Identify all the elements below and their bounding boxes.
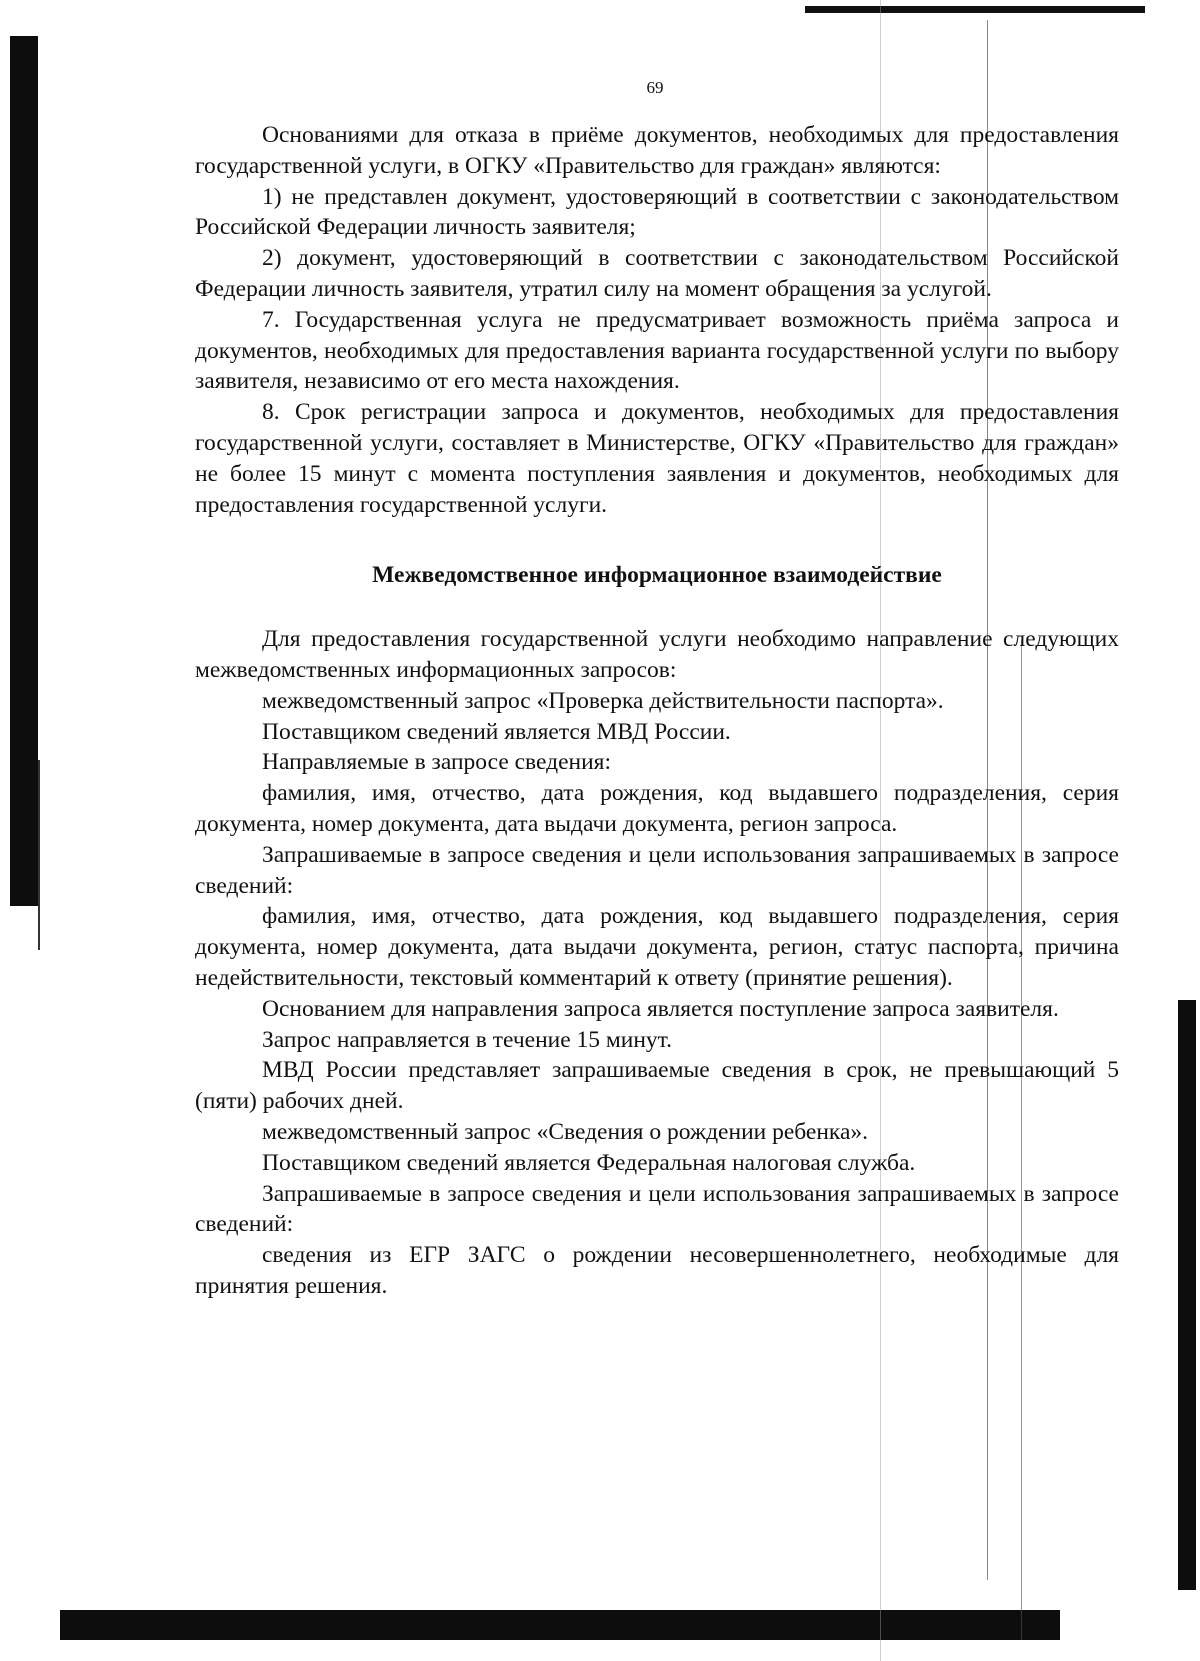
paragraph: Поставщиком сведений является МВД России. [262,718,731,745]
paragraph: сведения из ЕГР ЗАГС о рождении несовершеннолетнего, необходимые для принятия решения. [195,1242,1119,1299]
page-number: 69 [646,78,664,97]
paragraph: 8. Срок регистрации запроса и документов, необходимых для предоставления государственной услуги, составляет в Министерстве, ОГКУ «Правительство для граждан» не более 15 минут с момента поступления заявления и документов, необходимых для предоставления государственной услуги. [195,399,1119,518]
paragraph: Направляемые в запросе сведения: [262,749,612,776]
section-heading: Межведомственное информационное взаимодействие [372,562,942,589]
paragraph: 1) не представлен документ, удостоверяющий в соответствии с законодательством Российской Федерации личность заявителя; [195,183,1119,241]
paragraph: Основанием для направления запроса является поступление запроса заявителя. [262,995,1059,1022]
scan-artifact-bottom-bar [60,1610,1060,1640]
scan-artifact-left-line [38,760,40,950]
paragraph: фамилия, имя, отчество, дата рождения, код выдавшего подразделения, серия документа, номер документа, дата выдачи документа, регион запроса. [195,780,1119,837]
document-body [195,120,1119,1302]
paragraph: Для предоставления государственной услуги необходимо направление следующих межведомственных информационных запросов: [195,626,1119,683]
paragraph: Запрашиваемые в запросе сведения и цели использования запрашиваемых в запросе сведений: [195,841,1119,899]
paragraph: 2) документ, удостоверяющий в соответствии с законодательством Российской Федерации личность заявителя, утратил силу на момент обращения за услугой. [195,245,1119,302]
paragraph: 7. Государственная услуга не предусматривает возможность приёма запроса и документов, необходимых для предоставления варианта государственной услуги по выбору заявителя, независимо от его места нахождения. [195,306,1119,395]
scan-artifact-left-bar [10,36,38,906]
paragraph: Запрашиваемые в запросе сведения и цели использования запрашиваемых в запросе сведений: [195,1180,1119,1238]
paragraph: Основаниями для отказа в приёме документов, необходимых для предоставления государственной услуги, в ОГКУ «Правительство для граждан» являются: [195,122,1119,179]
paragraph: Запрос направляется в течение 15 минут. [262,1026,673,1053]
scan-artifact-right-bar [1178,1000,1196,1590]
paragraph: межведомственный запрос «Сведения о рождении ребенка». [262,1118,869,1145]
paragraph: МВД России представляет запрашиваемые сведения в срок, не превышающий 5 (пяти) рабочих дней. [195,1057,1119,1115]
paragraph: Поставщиком сведений является Федеральная налоговая служба. [262,1149,916,1176]
paragraph: фамилия, имя, отчество, дата рождения, код выдавшего подразделения, серия документа, номер документа, дата выдачи документа, регион, статус паспорта, причина недействительности, текстовый комментарий к ответу (принятие решения). [195,903,1119,991]
paragraph: межведомственный запрос «Проверка действительности паспорта». [262,687,944,714]
scan-artifact-top-bar [805,6,1145,13]
